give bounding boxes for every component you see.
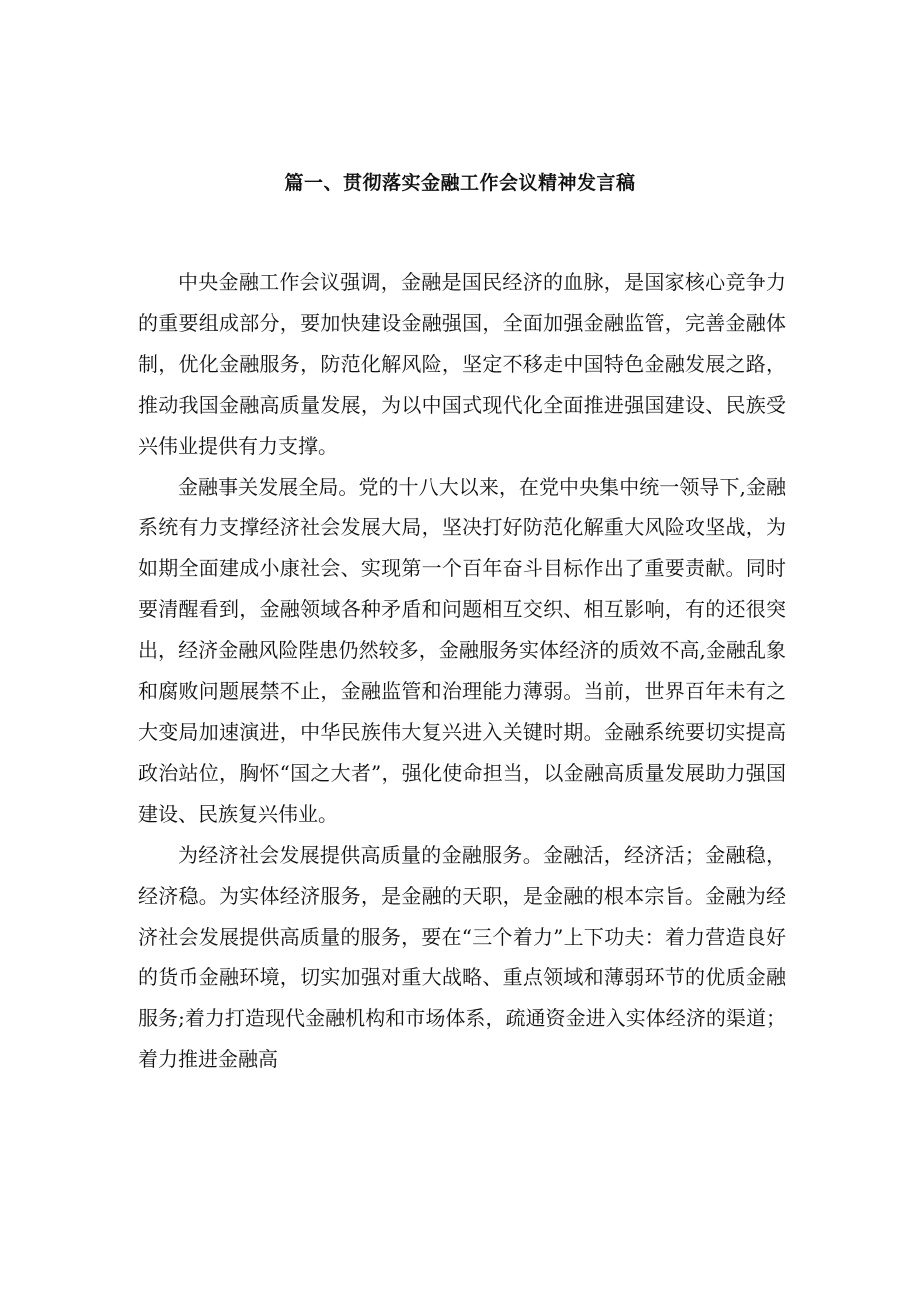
document-body [138,262,786,1080]
document-title: 篇一、贯彻落实金融工作会议精神发言稿 [284,172,636,194]
paragraph-1: 中央金融工作会议强调，金融是国民经济的血脉，是国家核心竞争力的重要组成部分，要加快建设金融强国，全面加强金融监管，完善金融体制，优化金融服务，防范化解风险，坚定不移走中国特色金融发展之路，推动我国金融高质量发展，为以中国式现代化全面推进强国建设、民族受兴伟业提供有力支撑。 [138,270,786,458]
paragraph-3: 为经济社会发展提供高质量的金融服务。金融活，经济活；金融稳，经济稳。为实体经济服务，是金融的天职，是金融的根本宗旨。金融为经济社会发展提供高质量的服务，要在“三个着力”上下功夫：着力营造良好的货币金融环境，切实加强对重大战略、重点领域和薄弱环节的优质金融服务;着力打造现代金融机构和市场体系，疏通资金进入实体经济的渠道；着力推进金融高 [138,842,786,1072]
paragraph-2: 金融事关发展全局。党的十八大以来，在党中央集中统一领导下,金融系统有力支撑经济社会发展大局，坚决打好防范化解重大风险攻坚战，为如期全面建成小康社会、实现第一个百年奋斗目标作出了重要责献。同时要清醒看到，金融领域各种矛盾和问题相互交织、相互影响，有的还很突出，经济金融风险陛患仍然较多，金融服务实体经济的质效不高,金融乱象和腐败问题展禁不止，金融监管和治理能力薄弱。当前，世界百年未有之大变局加速演进，中华民族伟大复兴进入关键时期。金融系统要切实提高政治站位，胸怀“国之大者”，强化使命担当，以金融高质量发展助力强国建设、民族复兴伟业。 [138,474,786,826]
